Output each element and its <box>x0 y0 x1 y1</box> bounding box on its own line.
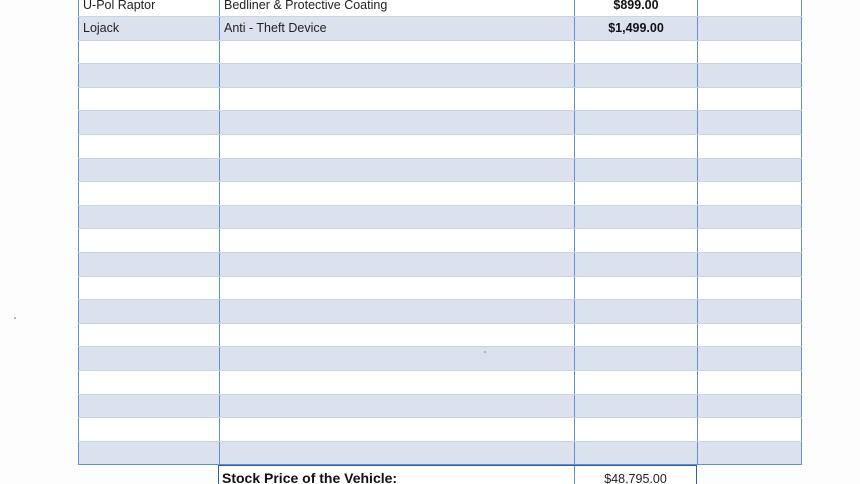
table-row <box>79 229 802 253</box>
price-cell <box>575 182 698 206</box>
table-row <box>79 64 802 88</box>
product-cell <box>79 347 220 371</box>
stock-price-value: $48,795.00 <box>604 472 667 484</box>
description-cell <box>220 323 575 347</box>
description-cell <box>220 229 575 253</box>
notes-cell <box>698 64 802 88</box>
notes-cell <box>698 205 802 229</box>
price-cell <box>575 323 698 347</box>
notes-cell <box>698 276 802 300</box>
product-cell <box>79 158 220 182</box>
table-row <box>79 347 802 371</box>
scan-speck <box>14 317 16 319</box>
table-row <box>79 40 802 64</box>
description-cell: Bedliner & Protective Coating <box>220 0 575 17</box>
table-row <box>79 182 802 206</box>
description-cell <box>220 253 575 277</box>
product-cell <box>79 87 220 111</box>
notes-cell <box>698 182 802 206</box>
product-cell <box>79 323 220 347</box>
product-cell <box>79 205 220 229</box>
product-cell <box>79 441 220 465</box>
price-cell <box>575 64 698 88</box>
table-row <box>79 135 802 159</box>
price-cell <box>575 229 698 253</box>
description-cell <box>220 40 575 64</box>
table-row <box>79 87 802 111</box>
notes-cell <box>698 158 802 182</box>
table-row <box>79 253 802 277</box>
product-cell <box>79 371 220 395</box>
product-cell <box>79 253 220 277</box>
notes-cell <box>698 17 802 41</box>
notes-cell <box>698 323 802 347</box>
table-row <box>79 300 802 324</box>
product-cell <box>79 418 220 442</box>
table-row <box>79 371 802 395</box>
price-cell <box>575 441 698 465</box>
notes-cell <box>698 418 802 442</box>
notes-cell <box>698 87 802 111</box>
description-cell <box>220 276 575 300</box>
price-cell <box>575 394 698 418</box>
table-row <box>79 394 802 418</box>
description-cell <box>220 347 575 371</box>
description-cell <box>220 371 575 395</box>
table-row <box>79 17 802 41</box>
price-cell <box>575 276 698 300</box>
notes-cell <box>698 135 802 159</box>
notes-cell <box>698 40 802 64</box>
notes-cell <box>698 229 802 253</box>
price-cell <box>575 87 698 111</box>
product-cell <box>79 111 220 135</box>
description-cell <box>220 135 575 159</box>
price-cell <box>575 111 698 135</box>
description-cell <box>220 418 575 442</box>
notes-cell <box>698 0 802 17</box>
description-cell <box>220 64 575 88</box>
table-row <box>79 158 802 182</box>
table-body <box>79 0 802 465</box>
notes-cell <box>698 394 802 418</box>
product-cell <box>79 40 220 64</box>
table-row <box>79 205 802 229</box>
table-row <box>79 323 802 347</box>
product-cell: Lojack <box>79 17 220 41</box>
table-row <box>79 441 802 465</box>
price-cell <box>575 418 698 442</box>
notes-cell <box>698 347 802 371</box>
notes-cell <box>698 371 802 395</box>
scan-speck <box>484 351 486 353</box>
product-cell: U-Pol Raptor <box>79 0 220 17</box>
description-cell <box>220 441 575 465</box>
price-cell <box>575 40 698 64</box>
price-cell <box>575 135 698 159</box>
stock-price-box <box>218 465 697 484</box>
product-cell <box>79 182 220 206</box>
description-cell <box>220 111 575 135</box>
description-cell <box>220 205 575 229</box>
table-row <box>79 276 802 300</box>
price-cell <box>575 347 698 371</box>
stock-price-label: Stock Price of the Vehicle: <box>222 470 398 484</box>
description-cell <box>220 300 575 324</box>
notes-cell <box>698 253 802 277</box>
product-cell <box>79 64 220 88</box>
addendum-table <box>78 0 802 465</box>
product-cell <box>79 276 220 300</box>
description-cell <box>220 87 575 111</box>
price-cell: $899.00 <box>575 0 698 17</box>
notes-cell <box>698 300 802 324</box>
price-cell <box>575 205 698 229</box>
description-cell <box>220 394 575 418</box>
notes-cell <box>698 111 802 135</box>
price-cell <box>575 371 698 395</box>
price-cell <box>575 253 698 277</box>
table-row <box>79 111 802 135</box>
product-cell <box>79 394 220 418</box>
description-cell <box>220 158 575 182</box>
price-cell <box>575 300 698 324</box>
table-row <box>79 418 802 442</box>
price-cell <box>575 158 698 182</box>
product-cell <box>79 135 220 159</box>
notes-cell <box>698 441 802 465</box>
description-cell: Anti - Theft Device <box>220 17 575 41</box>
product-cell <box>79 229 220 253</box>
table-row <box>79 0 802 17</box>
description-cell <box>220 182 575 206</box>
price-cell: $1,499.00 <box>575 17 698 41</box>
product-cell <box>79 300 220 324</box>
